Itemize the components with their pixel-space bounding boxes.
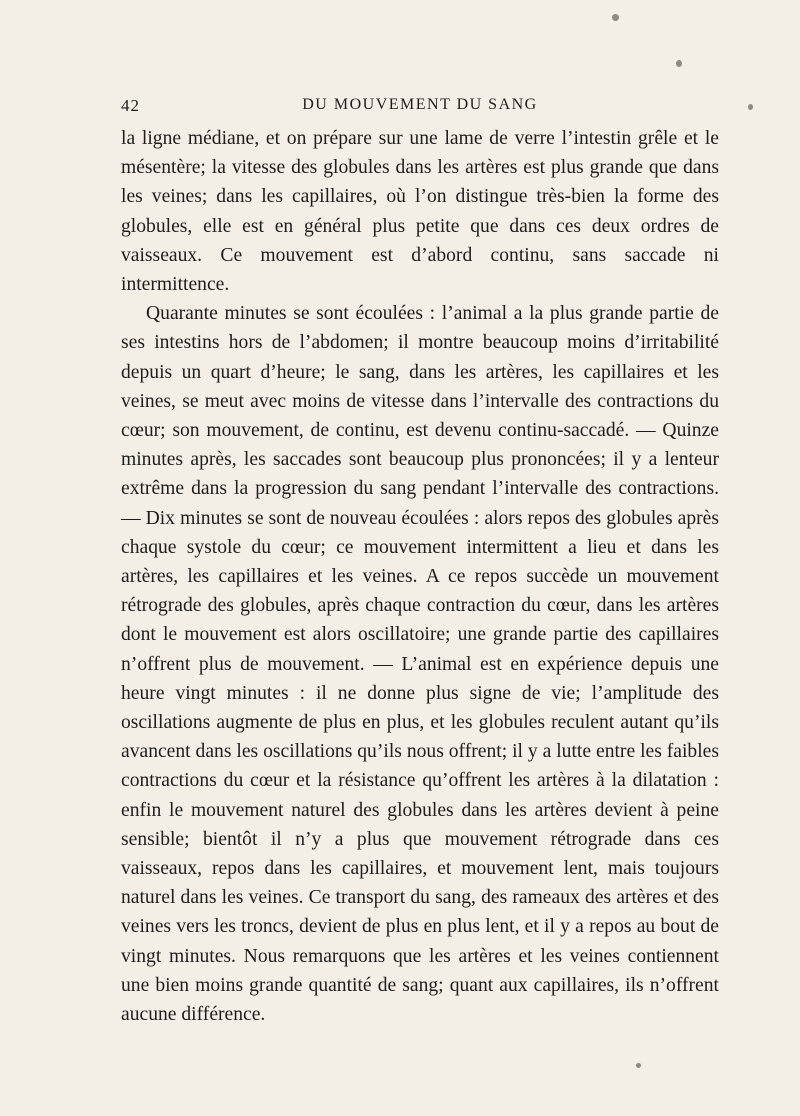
paper-blemish <box>748 104 753 110</box>
paper-blemish <box>636 1063 641 1068</box>
body-text <box>121 124 719 1029</box>
paragraph: la ligne médiane, et on prépare sur une lame de verre l’intestin grêle et le mésentère; la vitesse des globules dans les artères est plus grande que dans les veines; dans les capillaires, où l’on distingue très-bien la forme des globules, elle est en général plus petite que dans ces deux ordres de vaisseaux. Ce mouvement est d’abord continu, sans saccade ni intermittence. <box>121 128 719 296</box>
page-number: 42 <box>121 96 140 115</box>
paper-blemish <box>676 60 682 67</box>
paper-blemish <box>612 14 619 21</box>
paragraph: Quarante minutes se sont écoulées : l’animal a la plus grande partie de ses intestins hors de l’abdomen; il montre beaucoup moins d’irritabilité depuis un quart d’heure; le sang, dans les artères, les capillaires et les veines, se meut avec moins de vitesse dans l’intervalle des contractions du cœur; son mouvement, de continu, est devenu continu-saccadé. — Quinze minutes après, les saccades sont beaucoup plus prononcées; il y a lenteur extrême dans la progression du sang pendant l’intervalle des contractions. — Dix minutes se sont de nouveau écoulées : alors repos des globules après chaque systole du cœur; ce mouvement intermittent a lieu et dans les artères, les capillaires et les veines. A ce repos succède un mouvement rétrograde des globules, après chaque contraction du cœur, dans les artères dont le mouvement est alors oscillatoire; une grande partie des capillaires n’offrent plus de mouvement. — L’animal est en expérience depuis une heure vingt minutes : il ne donne plus signe de vie; l’amplitude des oscillations augmente de plus en plus, et les globules reculent autant qu’ils avancent dans les oscillations qu’ils nous offrent; il y a lutte entre les faibles contractions du cœur et la résistance qu’offrent les artères à la dilatation : enfin le mouvement naturel des globules dans les artères devient à peine sensible; bientôt il n’y a plus que mouvement rétrograde dans ces vaisseaux, repos dans les capillaires, et mouvement lent, mais toujours naturel dans les veines. Ce transport du sang, des rameaux des artères et des veines vers les troncs, devient de plus en plus lent, et il y a repos au bout de vingt minutes. Nous remarquons que les artères et les veines contiennent une bien moins grande quantité de sang; quant aux capillaires, ils n’offrent aucune différence. <box>121 303 719 1026</box>
running-title: DU MOUVEMENT DU SANG <box>302 96 538 113</box>
running-head <box>121 96 719 124</box>
